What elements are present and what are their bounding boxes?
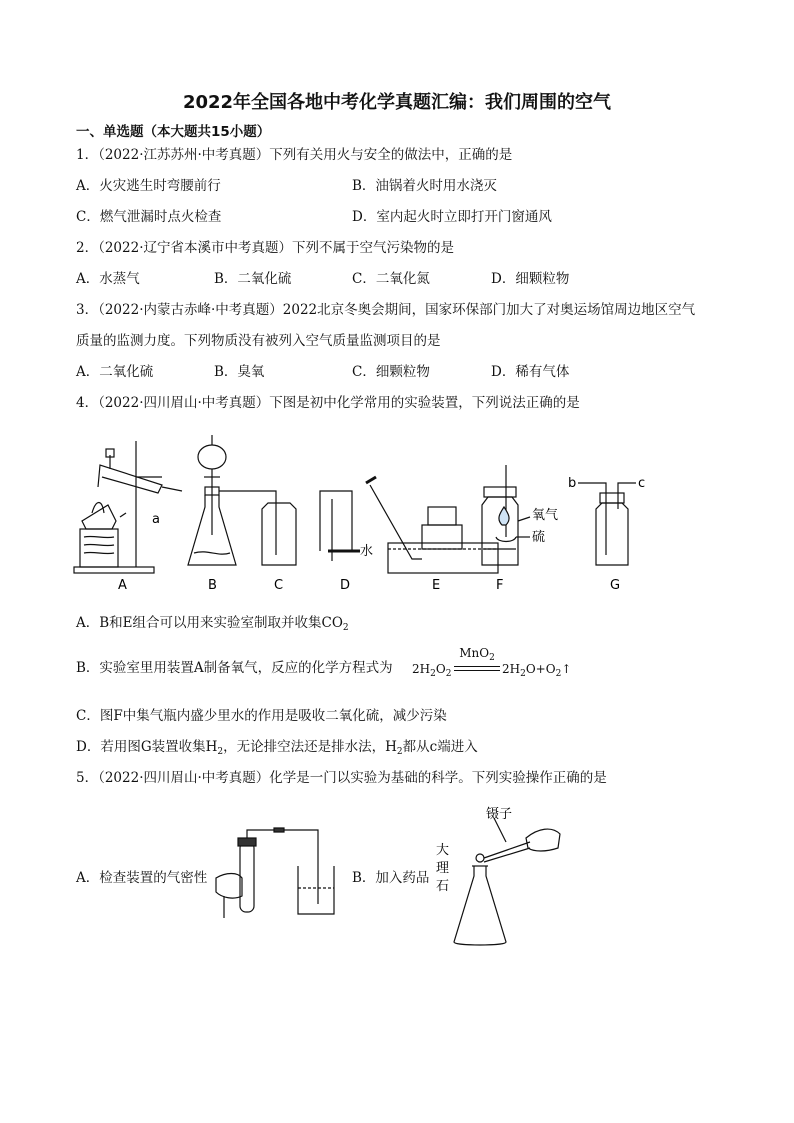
- figure-caption-e: E: [432, 578, 441, 593]
- figure-label-a-mark: a: [152, 512, 160, 527]
- apparatus-c: [248, 491, 296, 565]
- figure-caption-c: C: [274, 578, 284, 593]
- equation-catalyst: MnO$_2$: [459, 646, 495, 663]
- section-heading: 一、单选题（本大题共15小题）: [76, 124, 271, 140]
- q3-option-a[interactable]: A．二氧化硫: [76, 364, 154, 380]
- q1-stem: 1．（2022·江苏苏州·中考真题）下列有关用火与安全的做法中，正确的是: [76, 147, 513, 163]
- figure-caption-b: B: [208, 578, 217, 593]
- apparatus-b: [188, 435, 248, 565]
- apparatus-f: [482, 465, 530, 565]
- lab-apparatus-figure: [70, 425, 670, 595]
- equation-equals-sign: [454, 666, 500, 671]
- q4-option-a[interactable]: [76, 613, 349, 638]
- tweezers-label: 镊子: [486, 807, 513, 822]
- q4-option-d[interactable]: D．若用图G装置收集$H_2$，无论排空法还是排水法，$H_2$都从c端进入: [76, 739, 478, 757]
- q3-stem-line1: 3．（2022·内蒙古赤峰·中考真题）2022北京冬奥会期间，国家环保部门加大了对奥运场馆周边地区空气: [76, 302, 696, 318]
- marble-label-2: 理: [436, 861, 450, 876]
- q3-option-c[interactable]: C．细颗粒物: [352, 364, 430, 380]
- apparatus-d: [320, 491, 360, 561]
- figure-caption-d: D: [340, 578, 351, 593]
- q1-option-c[interactable]: C．燃气泄漏时点火检查: [76, 209, 222, 225]
- figure-caption-g: G: [610, 578, 621, 593]
- figure-label-sulfur: 硫: [532, 530, 546, 545]
- q1-option-b[interactable]: B．油锅着火时用水浇灭: [352, 178, 497, 194]
- airtightness-figure: [212, 826, 342, 922]
- marble-label-1: 大: [436, 843, 450, 858]
- apparatus-a: [74, 441, 182, 573]
- q1-option-d[interactable]: D．室内起火时立即打开门窗通风: [352, 209, 552, 225]
- q1-option-a[interactable]: A．火灾逃生时弯腰前行: [76, 178, 221, 194]
- figure-caption-f: F: [496, 578, 504, 593]
- figure-caption-a: A: [118, 578, 127, 593]
- q2-option-b[interactable]: B．二氧化硫: [214, 271, 292, 287]
- add-reagent-figure: [434, 804, 574, 954]
- q4-option-c[interactable]: C．图F中集气瓶内盛少里水的作用是吸收二氧化硫，减少污染: [76, 708, 447, 724]
- q2-option-c[interactable]: C．二氧化氮: [352, 271, 430, 287]
- q2-option-d[interactable]: D．细颗粒物: [491, 271, 570, 287]
- figure-label-oxygen: 氧气: [532, 508, 559, 523]
- apparatus-g: [578, 483, 636, 565]
- q3-option-b[interactable]: B．臭氧: [214, 364, 265, 380]
- q4-option-a-subscript: 2: [342, 623, 349, 633]
- q4-stem: 4．（2022·四川眉山·中考真题）下图是初中化学常用的实验装置，下列说法正确的是: [76, 395, 580, 411]
- q2-option-a[interactable]: A．水蒸气: [76, 271, 140, 287]
- equation-reactants: $2H_2O_2$: [412, 662, 452, 679]
- q4-option-a-text: A．B和E组合可以用来实验室制取并收集CO: [76, 615, 343, 631]
- figure-label-g-b: b: [568, 476, 577, 491]
- apparatus-e: [366, 477, 498, 573]
- q5-stem: 5．（2022·四川眉山·中考真题）化学是一门以实验为基础的科学。下列实验操作正确的是: [76, 770, 607, 786]
- figure-label-water: 水: [360, 544, 374, 559]
- q5-option-a[interactable]: A．检查装置的气密性: [76, 870, 208, 886]
- equation-products: $2H_2O+O_2↑$: [502, 662, 572, 679]
- marble-label-3: 石: [436, 879, 450, 894]
- q3-option-d[interactable]: D．稀有气体: [491, 364, 570, 380]
- q4-option-b-text: B．实验室里用装置A制备氧气，反应的化学方程式为: [76, 660, 393, 676]
- q4-option-b[interactable]: [76, 658, 393, 678]
- gas-arrow-icon: ↑: [561, 662, 572, 676]
- page-title: 2022年全国各地中考化学真题汇编：我们周围的空气: [182, 92, 612, 113]
- q2-stem: 2．（2022·辽宁省本溪市中考真题）下列不属于空气污染物的是: [76, 240, 454, 256]
- figure-label-g-c: c: [638, 476, 646, 491]
- q3-stem-line2: 质量的监测力度。下列物质没有被列入空气质量监测项目的是: [76, 333, 441, 349]
- q5-option-b[interactable]: B．加入药品: [352, 870, 430, 886]
